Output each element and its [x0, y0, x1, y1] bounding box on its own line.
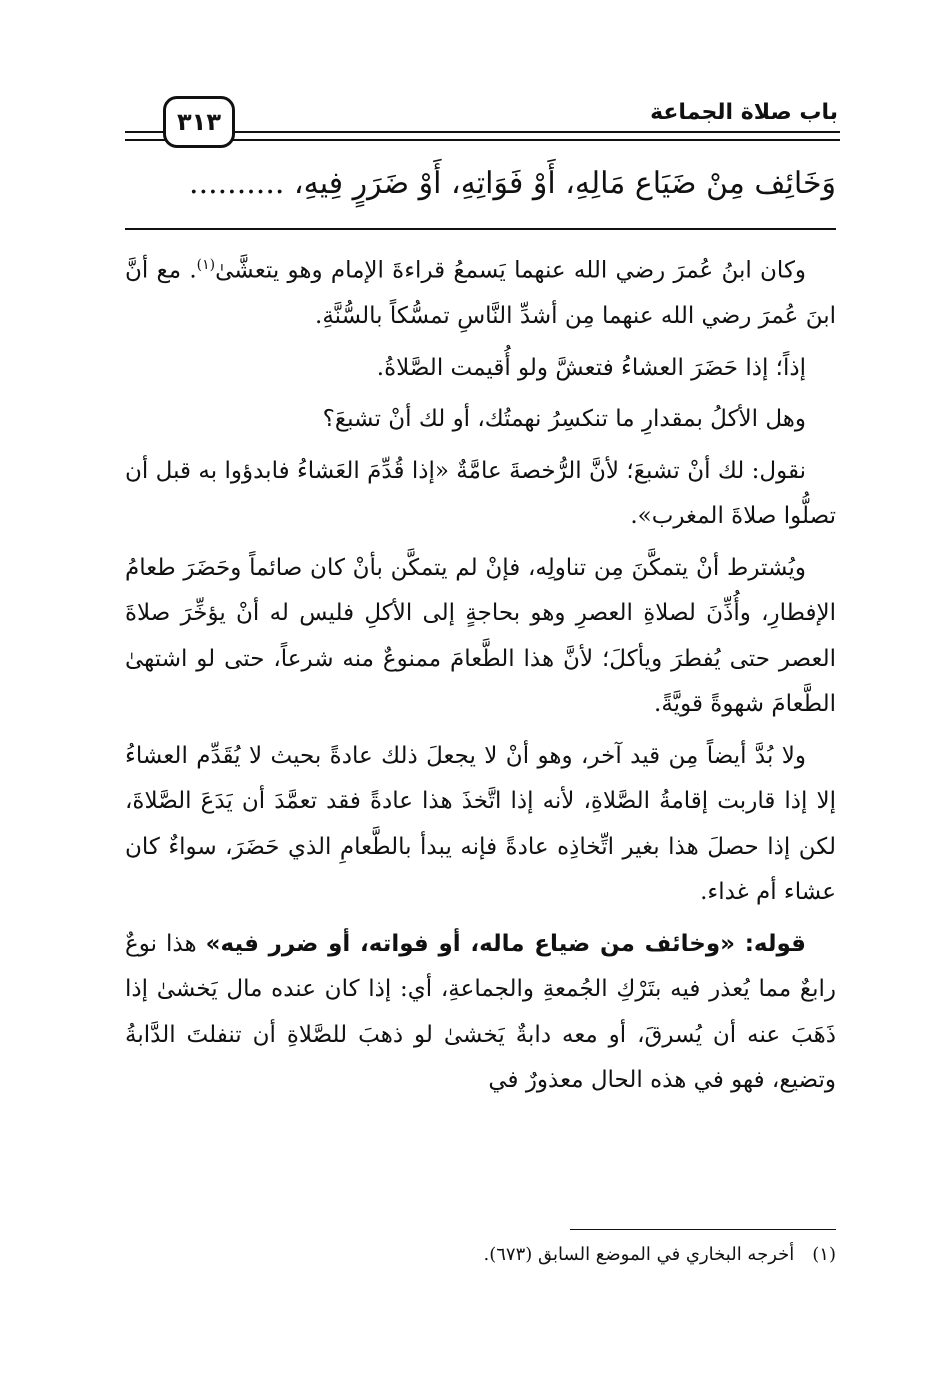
footnote-ref[interactable]: (١)	[196, 257, 216, 273]
page-number: ٣١٣	[163, 96, 235, 148]
paragraph-text: وكان ابنُ عُمرَ رضي الله عنهما يَسمعُ قراءةَ الإمام وهو يتعشَّىٰ	[215, 257, 807, 284]
chapter-title: باب صلاة الجماعة	[650, 100, 838, 125]
commentary-body	[125, 243, 836, 1110]
footnote	[484, 1240, 836, 1270]
matn-divider	[125, 228, 836, 230]
footnote-divider	[570, 1229, 836, 1230]
paragraph: وهل الأكلُ بمقدارِ ما تنكسِرُ نهمتُك، أو لك أنْ تشبعَ؟	[322, 406, 806, 433]
paragraph: نقول: لك أنْ تشبعَ؛ لأنَّ الرُّخصةَ عامَّةٌ «إذا قُدِّمَ العَشاءُ فابدؤوا به قبل أن تصلُّوا صلاةَ المغرب».	[125, 457, 836, 530]
paragraph-text: . مع أنَّ ابنَ عُمرَ رضي الله عنهما مِن أشدِّ النَّاسِ تمسُّكاً بالسُّنَّةِ.	[125, 257, 836, 330]
footnote-number: (١)	[812, 1244, 836, 1265]
paragraph: إذاً؛ إذا حَضَرَ العشاءُ فتعشَّ ولو أُقيمت الصَّلاةُ.	[376, 354, 806, 381]
quoted-matn-lead: قوله: «وخائف من ضياع ماله، أو فواته، أو ضرر فيه»	[205, 930, 806, 957]
paragraph-text: هذا نوعٌ رابعٌ مما يُعذر فيه بتَرْكِ الجُمعةِ والجماعةِ، أي: إذا كان عنده مال يَخشىٰ إذا ذَهَبَ عنه أن يُسرقَ، أو معه دابةٌ يَخشىٰ لو ذهبَ للصَّلاةِ أن تنفلتَ الدَّابةُ وتضيع، فهو في هذه الحال معذورٌ في	[125, 930, 836, 1094]
footnote-text: أخرجه البخاري في الموضع السابق (٦٧٣).	[483, 1244, 795, 1265]
paragraph: ولا بُدَّ أيضاً مِن قيد آخر، وهو أنْ لا يجعلَ ذلك عادةً بحيث لا يُقَدِّم العشاءُ إلا إذا قاربت إقامةُ الصَّلاةِ، لأنه إذا اتَّخذَ هذا عادةً فقد تعمَّدَ أن يَدَعَ الصَّلاةَ، لكن إذا حصلَ هذا بغير اتِّخاذِه عادةً فإنه يبدأ بالطَّعامِ الذي حَضَرَ، سواءٌ كان عشاء أم غداء.	[125, 742, 836, 906]
matn-text: وَخَائِف مِنْ ضَيَاع مَالِهِ، أَوْ فَوَاتِهِ، أَوْ ضَرَرٍ فِيهِ، ..........	[189, 166, 836, 201]
paragraph: ويُشترط أنْ يتمكَّنَ مِن تناولِه، فإنْ لم يتمكَّن بأنْ كان صائماً وحَضَرَ طعامُ الإفطارِ، وأُذِّنَ لصلاةِ العصرِ وهو بحاجةٍ إلى الأكلِ فليس له أنْ يؤخِّرَ صلاةَ العصر حتى يُفطرَ ويأكلَ؛ لأنَّ هذا الطَّعامَ ممنوعٌ منه شرعاً، حتى لو اشتهىٰ الطَّعامَ شهوةً قويَّةً.	[125, 554, 836, 718]
paragraph	[125, 922, 836, 1104]
paragraph	[125, 243, 836, 340]
